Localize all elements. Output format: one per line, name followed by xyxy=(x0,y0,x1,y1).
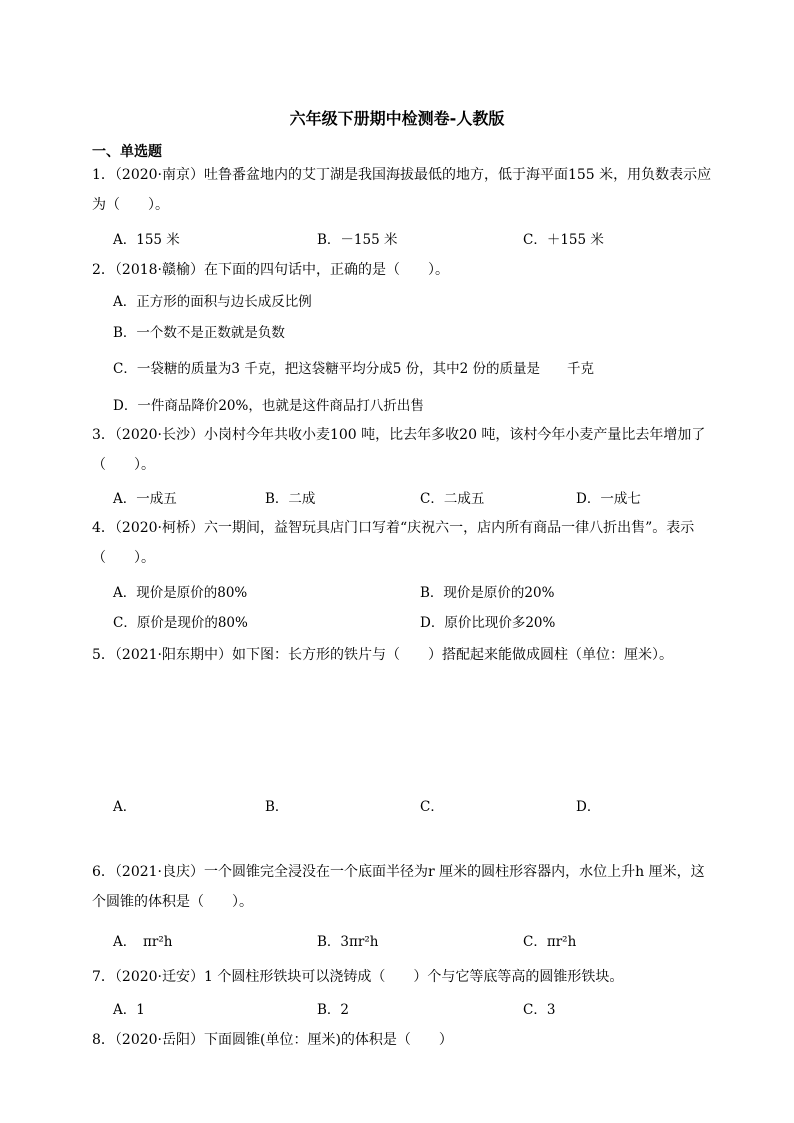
question-5-option-b: B． xyxy=(265,799,289,815)
question-5-stem: 5．（2021·阳东期中）如下图：长方形的铁片与（ ）搭配起来能做成圆柱（单位：厘米）。 xyxy=(92,647,673,663)
question-2-option-a: A．正方形的面积与边长成反比例 xyxy=(113,294,312,310)
question-3-option-d: D．一成七 xyxy=(576,491,641,507)
question-6-option-a: A． πr²h xyxy=(113,934,173,950)
question-6-option-b: B．3πr²h xyxy=(317,934,379,950)
question-2-option-b: B．一个数不是正数就是负数 xyxy=(113,325,285,341)
question-2-stem: 2．（2018·赣榆）在下面的四句话中，正确的是（ ）。 xyxy=(92,262,449,278)
question-4-option-d: D．原价比现价多20% xyxy=(420,615,556,631)
question-3-option-a: A．一成五 xyxy=(113,491,177,507)
question-1-stem: 1．（2020·南京）吐鲁番盆地内的艾丁湖是我国海拔最低的地方，低于海平面155 米，用负数表示应为（ ）。 xyxy=(92,167,712,213)
question-6-option-c: C．πr²h xyxy=(523,934,577,950)
page-title: 六年级下册期中检测卷-人教版 xyxy=(289,109,505,128)
question-5-option-c: C． xyxy=(420,799,444,815)
question-3-stem: 3．（2020·长沙）小岗村今年共收小麦100 吨，比去年多收20 吨，该村今年小麦产量比去年增加了（ ）。 xyxy=(92,427,706,473)
section-heading: 一、单选题 xyxy=(92,144,162,160)
question-4-option-b: B．现价是原价的20% xyxy=(420,585,555,601)
question-7-stem: 7．（2020·迁安）1 个圆柱形铁块可以浇铸成（ ）个与它等底等高的圆锥形铁块。 xyxy=(92,969,624,985)
question-6-stem: 6．（2021·良庆）一个圆锥完全浸没在一个底面半径为r 厘米的圆柱形容器内，水位上升h 厘米，这个圆锥的体积是（ ）。 xyxy=(92,864,705,910)
question-8-stem: 8．（2020·岳阳）下面圆锥(单位：厘米)的体积是（ ） xyxy=(92,1032,453,1048)
question-5-option-a: A． xyxy=(113,799,137,815)
question-7-option-b: B．2 xyxy=(317,1002,350,1018)
question-7-option-a: A．1 xyxy=(113,1002,145,1018)
question-3-option-b: B．二成 xyxy=(265,491,316,507)
question-1-option-b: B．－155 米 xyxy=(317,232,398,248)
question-2-option-d: D．一件商品降价20%，也就是这件商品打八折出售 xyxy=(113,398,424,414)
question-2-option-c: C．一袋糖的质量为3 千克，把这袋糖平均分成5 份，其中2 份的质量是 千克 xyxy=(113,361,594,377)
question-7-option-c: C．3 xyxy=(523,1002,556,1018)
question-5-option-d: D． xyxy=(576,799,601,815)
question-4-option-c: C．原价是现价的80% xyxy=(113,615,248,631)
question-1-option-c: C．＋155 米 xyxy=(523,232,604,248)
question-4-stem: 4．（2020·柯桥）六一期间，益智玩具店门口写着“庆祝六一，店内所有商品一律八折出售”。表示（ ）。 xyxy=(92,520,695,566)
question-3-option-c: C．二成五 xyxy=(420,491,485,507)
question-1-option-a: A．155 米 xyxy=(113,232,180,248)
question-4-option-a: A．现价是原价的80% xyxy=(113,585,248,601)
